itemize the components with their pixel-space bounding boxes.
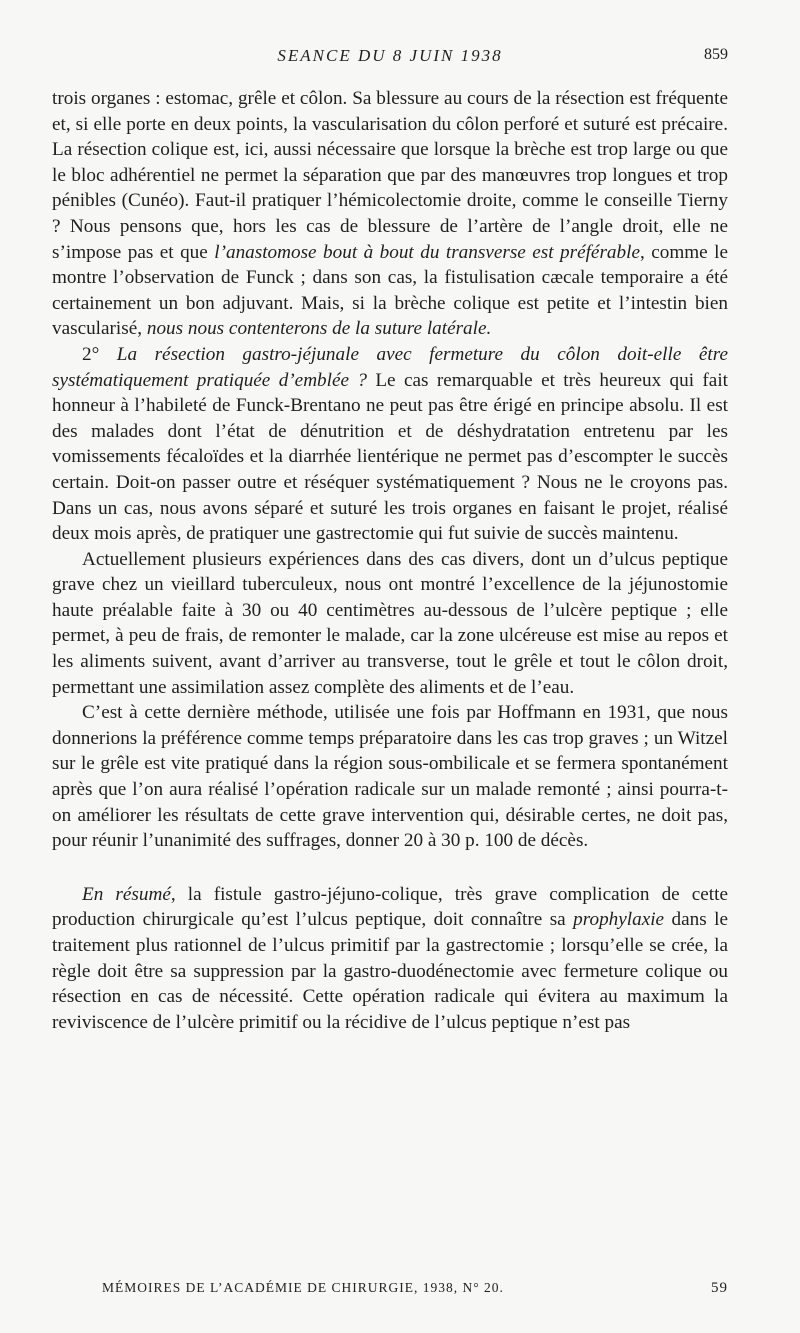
paragraph-4 xyxy=(52,700,728,854)
italic-run: En résumé xyxy=(82,883,171,905)
text-run: dans le traitement plus rationnel de l’ulcus primitif par la gastrectomie ; lorsqu’elle se crée, la règle doit être sa suppression par la gastro-duodénectomie avec fermeture colique ou résection en cas de nécessité. Cette opération radicale qui évitera au maximum la reviviscence de l’ulcère primitif ou la récidive de l’ulcus peptique n’est pas xyxy=(52,909,728,1033)
article-body xyxy=(52,86,728,1035)
italic-run: nous nous contenterons de la suture latérale. xyxy=(146,318,492,340)
footer-journal: MÉMOIRES DE L’ACADÉMIE DE CHIRURGIE, 1938, N° 20. xyxy=(102,1280,504,1295)
text-run: , comme le montre l’observation de Funck ; dans son cas, la fistulisation cæcale temporaire a été certainement un bon adjuvant. Mais, si la brèche colique est petite et l’intestin bien vascularisé, xyxy=(52,241,729,340)
page-footer xyxy=(102,1280,728,1304)
paragraph-summary xyxy=(52,882,728,1036)
text-run: 2° xyxy=(82,343,117,365)
running-header xyxy=(52,46,728,72)
paragraph-3 xyxy=(52,547,728,701)
text-run: trois organes : estomac, grêle et côlon. Sa blessure au cours de la résection est fréquente et, si elle porte en deux points, la vascularisation du côlon perforé et suturé est précaire. La résection colique est, ici, aussi nécessaire que lorsque la brèche est trop large ou que le bloc adhérentiel ne permet la séparation que par des manœuvres trop longues et trop pénibles (Cunéo). Faut-il pratiquer l’hémicolectomie droite, comme le conseille Tierny ? Nous pensons que, hors les cas de blessure de l’artère de l’angle droit, elle ne s’impose pas et que xyxy=(52,88,728,263)
text-run: Actuellement plusieurs expériences dans des cas divers, dont un d’ulcus peptique grave chez un vieillard tuberculeux, nous ont montré l’excellence de la jéjunostomie haute préalable faite à 30 ou 40 centimètres au-dessous de l’ulcère peptique ; elle permet, à peu de frais, de remonter le malade, car la zone ulcéreuse est mise au repos et les aliments suivent, avant d’arriver au transverse, tout le grêle et tout le côlon droit, permettant une assimilation assez complète des aliments et de l’eau. xyxy=(52,548,728,698)
text-run: , la fistule gastro-jéjuno-colique, très grave complication de cette production chirurgicale qu’est l’ulcus peptique, doit connaître sa xyxy=(52,883,728,931)
section-gap xyxy=(52,854,728,882)
footer-signature: 59 xyxy=(711,1280,728,1296)
text-run: Le cas remarquable et très heureux qui fait honneur à l’habileté de Funck-Brentano ne peut pas être érigé en principe absolu. Il est des malades dont l’état de dénutrition et de déshydratation entretenu par les vomissements fécaloïdes et la diarrhée lientérique ne permet pas d’escompter le succès certain. Doit-on passer outre et réséquer systématiquement ? Nous ne le croyons pas. Dans un cas, nous avons séparé et suturé les trois organes en faisant le projet, réalisé deux mois après, de pratiquer une gastrectomie qui fut suivie de succès maintenu. xyxy=(52,369,728,545)
italic-run: l’anastomose bout à bout du transverse est préférable xyxy=(214,241,640,263)
italic-run: La résection gastro-jéjunale avec fermeture du côlon doit-elle être systématiquement pratiquée d’emblée ? xyxy=(52,343,728,391)
text-run: C’est à cette dernière méthode, utilisée une fois par Hoffmann en 1931, que nous donnerions la préférence comme temps préparatoire dans les cas trop graves ; un Witzel sur le grêle est vite pratiqué dans la région sous-ombilicale et se fermera spontanément après que l’on aura réalisé l’opération radicale sur un malade remonté ; ainsi pourra-t-on améliorer les résultats de cette grave intervention qui, désirable certes, ne doit pas, pour réunir l’unanimité des suffrages, donner 20 à 30 p. 100 de décès. xyxy=(52,702,728,852)
italic-run: prophylaxie xyxy=(573,909,665,931)
paragraph-2 xyxy=(52,342,728,547)
paragraph-1 xyxy=(52,86,728,342)
header-title: SEANCE DU 8 JUIN 1938 xyxy=(277,46,503,65)
page-number: 859 xyxy=(704,46,728,63)
